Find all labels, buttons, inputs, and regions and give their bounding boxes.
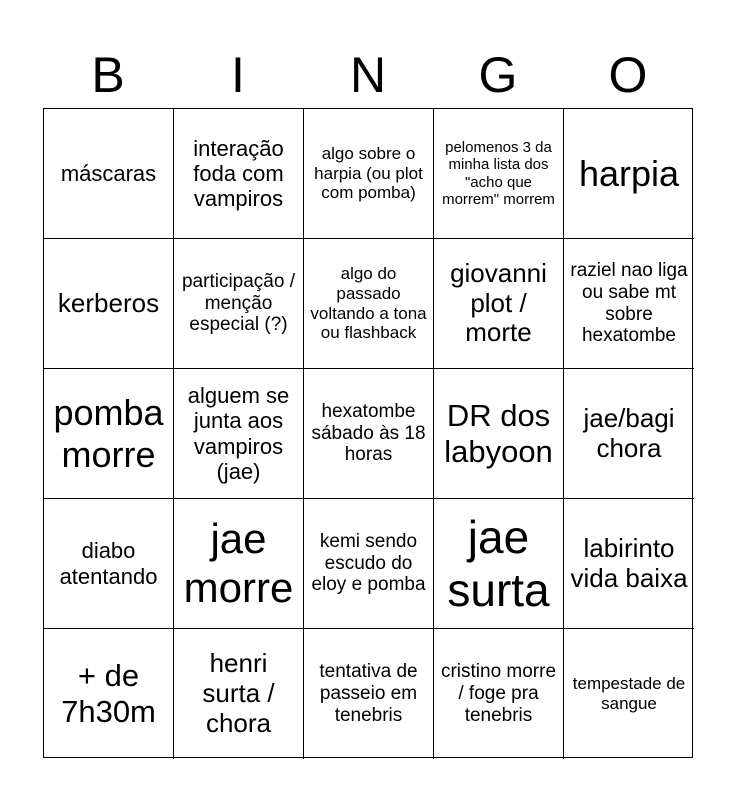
bingo-cell[interactable] — [174, 629, 304, 759]
cell-text: algo sobre o harpia (ou plot com pomba) — [314, 144, 423, 203]
cell-text: kemi sendo escudo do eloy e pomba — [311, 530, 426, 596]
cell-text: jae/bagi chora — [583, 402, 675, 463]
cell-text: participação / menção especial (?) — [181, 270, 295, 336]
cell-text: labirinto vida baixa — [570, 532, 688, 593]
bingo-cell[interactable] — [434, 369, 564, 499]
cell-text: jae surta — [447, 510, 550, 616]
bingo-cell[interactable] — [434, 239, 564, 369]
cell-text: raziel nao liga ou sabe mt sobre hexatombe — [570, 259, 688, 347]
header-letter-b: B — [91, 47, 125, 103]
header-letter-g: G — [478, 47, 518, 103]
bingo-cell[interactable] — [564, 239, 694, 369]
bingo-cell[interactable] — [434, 109, 564, 239]
cell-text: DR dos labyoon — [444, 397, 553, 469]
bingo-cell[interactable] — [304, 629, 434, 759]
cell-text: máscaras — [60, 160, 157, 186]
cell-text: tentativa de passeio em tenebris — [319, 661, 418, 726]
cell-text: jae morre — [183, 515, 294, 611]
cell-text: harpia — [578, 152, 680, 194]
bingo-cell[interactable] — [44, 369, 174, 499]
bingo-cell[interactable] — [564, 109, 694, 239]
bingo-cell[interactable] — [304, 109, 434, 239]
bingo-cell[interactable] — [304, 239, 434, 369]
bingo-cell[interactable] — [174, 499, 304, 629]
bingo-cell[interactable] — [304, 369, 434, 499]
header-letter-n: N — [349, 47, 387, 103]
bingo-cell[interactable] — [174, 109, 304, 239]
bingo-cell[interactable] — [434, 499, 564, 629]
cell-text: alguem se junta aos vampiros (jae) — [187, 382, 290, 484]
header-letter-i: I — [231, 47, 245, 103]
bingo-cell[interactable] — [44, 109, 174, 239]
cell-text: kerberos — [57, 287, 160, 318]
header-letter-o: O — [608, 47, 648, 103]
bingo-cell[interactable] — [44, 239, 174, 369]
bingo-cell[interactable] — [564, 499, 694, 629]
cell-text: diabo atentando — [59, 538, 158, 589]
cell-text: giovanni plot / morte — [450, 257, 547, 348]
bingo-cell[interactable] — [564, 629, 694, 759]
cell-text: + de 7h30m — [61, 658, 156, 729]
cell-text: hexatombe sábado às 18 horas — [311, 400, 426, 466]
bingo-header — [43, 42, 693, 108]
bingo-cell[interactable] — [304, 499, 434, 629]
cell-text: henri surta / chora — [202, 648, 275, 738]
bingo-cell[interactable] — [44, 629, 174, 759]
cell-text: tempestade de sangue — [572, 674, 686, 713]
bingo-cell[interactable] — [174, 369, 304, 499]
bingo-cell[interactable] — [44, 499, 174, 629]
cell-text: pelomenos 3 da minha lista dos "acho que morrem" morrem — [442, 139, 555, 208]
bingo-card — [43, 108, 693, 758]
cell-text: pomba morre — [53, 392, 164, 475]
bingo-cell[interactable] — [174, 239, 304, 369]
cell-text: algo do passado voltando a tona ou flashback — [310, 264, 427, 343]
bingo-cell[interactable] — [434, 629, 564, 759]
cell-text: interação foda com vampiros — [193, 135, 284, 212]
cell-text: cristino morre / foge pra tenebris — [440, 661, 557, 726]
bingo-cell[interactable] — [564, 369, 694, 499]
